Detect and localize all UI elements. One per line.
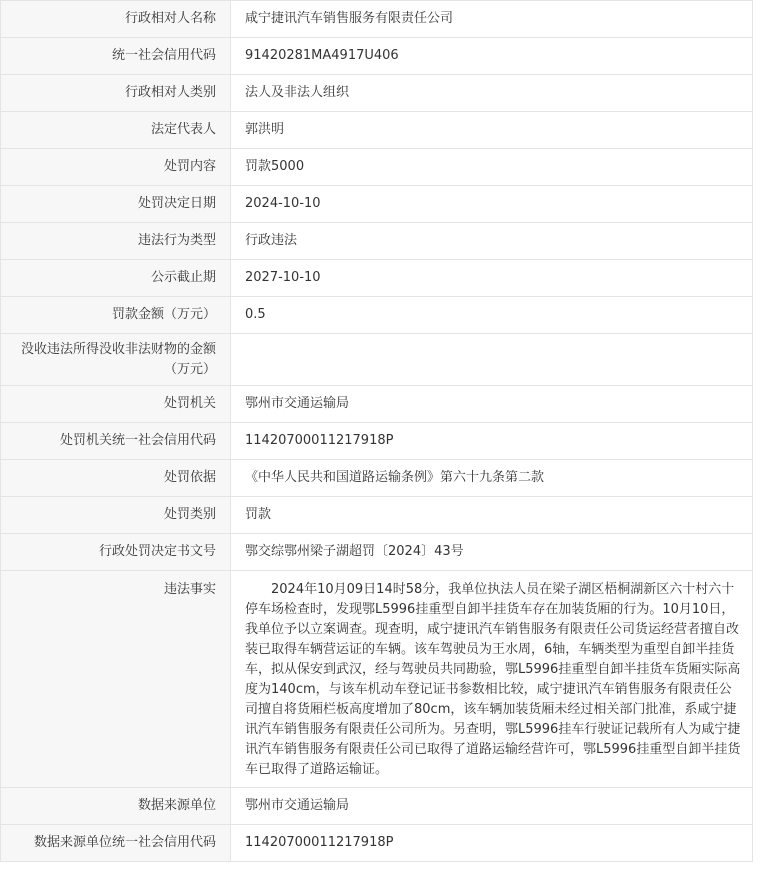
row-value: 咸宁捷讯汽车销售服务有限责任公司 bbox=[231, 1, 753, 38]
row-label: 统一社会信用代码 bbox=[1, 38, 231, 75]
row-value: 鄂州市交通运输局 bbox=[231, 788, 753, 825]
row-value: 罚款5000 bbox=[231, 149, 753, 186]
row-label: 处罚机关统一社会信用代码 bbox=[1, 423, 231, 460]
row-label: 行政相对人类别 bbox=[1, 75, 231, 112]
row-value: 罚款 bbox=[231, 497, 753, 534]
table-row bbox=[1, 75, 753, 112]
table-row bbox=[1, 423, 753, 460]
row-label: 处罚决定日期 bbox=[1, 186, 231, 223]
table-row bbox=[1, 260, 753, 297]
row-value: 郭洪明 bbox=[231, 112, 753, 149]
row-value: 11420700011217918P bbox=[231, 423, 753, 460]
row-value: 法人及非法人组织 bbox=[231, 75, 753, 112]
table-row bbox=[1, 460, 753, 497]
table-row bbox=[1, 497, 753, 534]
row-value: 鄂州市交通运输局 bbox=[231, 386, 753, 423]
table-row bbox=[1, 223, 753, 260]
row-value: 0.5 bbox=[231, 297, 753, 334]
table-row bbox=[1, 788, 753, 825]
row-label: 公示截止期 bbox=[1, 260, 231, 297]
row-value: 11420700011217918P bbox=[231, 825, 753, 862]
table-row bbox=[1, 112, 753, 149]
row-label: 违法行为类型 bbox=[1, 223, 231, 260]
row-label: 数据来源单位 bbox=[1, 788, 231, 825]
row-label: 数据来源单位统一社会信用代码 bbox=[1, 825, 231, 862]
row-label: 行政相对人名称 bbox=[1, 1, 231, 38]
row-value: 2024-10-10 bbox=[231, 186, 753, 223]
table-row bbox=[1, 186, 753, 223]
table-row bbox=[1, 386, 753, 423]
row-label: 处罚类别 bbox=[1, 497, 231, 534]
row-label: 处罚内容 bbox=[1, 149, 231, 186]
row-value: 91420281MA4917U406 bbox=[231, 38, 753, 75]
row-value bbox=[231, 334, 753, 386]
row-label: 没收违法所得没收非法财物的金额（万元） bbox=[1, 334, 231, 386]
row-value: 《中华人民共和国道路运输条例》第六十九条第二款 bbox=[231, 460, 753, 497]
row-label: 处罚依据 bbox=[1, 460, 231, 497]
row-value: 行政违法 bbox=[231, 223, 753, 260]
table-row bbox=[1, 534, 753, 571]
table-row bbox=[1, 38, 753, 75]
row-value: 鄂交综鄂州梁子湖超罚〔2024〕43号 bbox=[231, 534, 753, 571]
table-row bbox=[1, 334, 753, 386]
row-value: 2027-10-10 bbox=[231, 260, 753, 297]
table-row bbox=[1, 825, 753, 862]
row-label: 罚款金额（万元） bbox=[1, 297, 231, 334]
row-label: 违法事实 bbox=[1, 571, 231, 788]
row-label: 法定代表人 bbox=[1, 112, 231, 149]
row-label: 处罚机关 bbox=[1, 386, 231, 423]
row-label: 行政处罚决定书文号 bbox=[1, 534, 231, 571]
table-row bbox=[1, 1, 753, 38]
violation-facts-text: 2024年10月09日14时58分，我单位执法人员在梁子湖区梧桐湖新区六十村六十停车场检查时，发现鄂L5996挂重型自卸半挂货车存在加装货厢的行为。10月10日，我单位予以立案调查。现查明，咸宁捷讯汽车销售服务有限责任公司货运经营者擅自改装已取得车辆营运证的车辆。该车驾驶员为王水周，6轴，车辆类型为重型自卸半挂货车，拟从保安到武汉，经与驾驶员共同勘验，鄂L5996挂重型自卸半挂货车货厢实际高度为140cm，与该车机动车登记证书参数相比较，咸宁捷讯汽车销售服务有限责任公司擅自将货厢栏板高度增加了80cm，该车辆加装货厢未经过相关部门批准，系咸宁捷讯汽车销售服务有限责任公司所为。另查明，鄂L5996挂车行驶证记载所有人为咸宁捷讯汽车销售服务有限责任公司已取得了道路运输经营许可，鄂L5996挂重型自卸半挂货车已取得了道路运输证。 bbox=[231, 571, 753, 788]
table-row bbox=[1, 571, 753, 788]
table-row bbox=[1, 297, 753, 334]
table-row bbox=[1, 149, 753, 186]
